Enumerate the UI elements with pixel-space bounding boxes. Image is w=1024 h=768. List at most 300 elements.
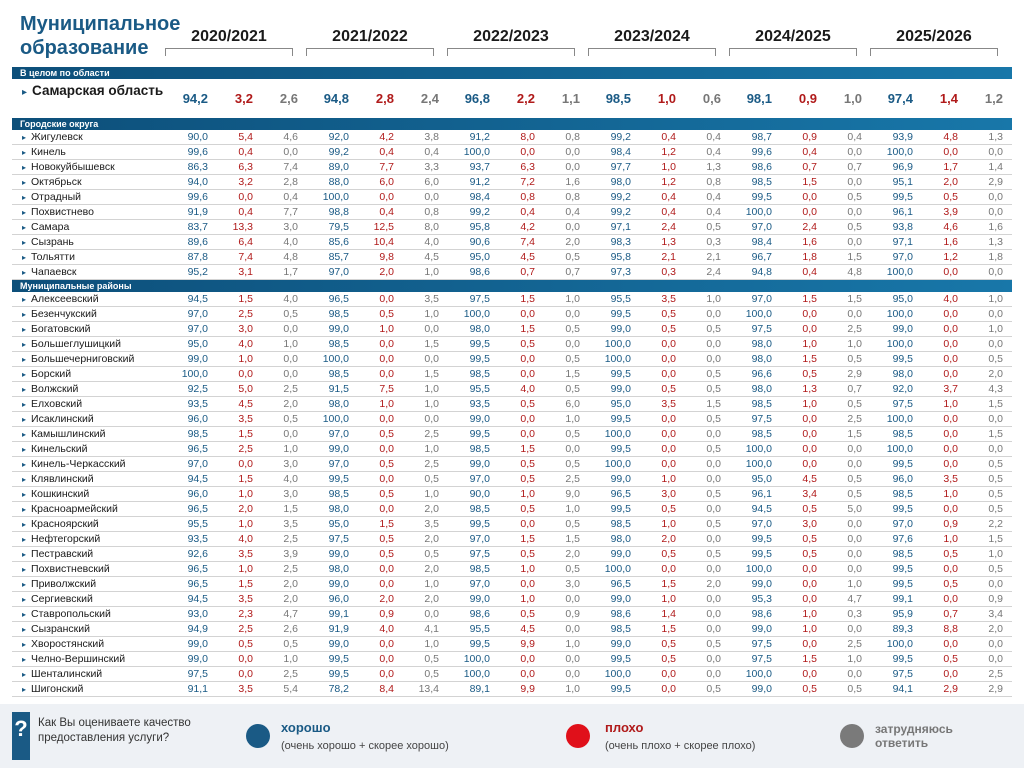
cell-hard: 0,5 <box>988 563 1003 575</box>
cell-hard: 0,5 <box>706 638 721 650</box>
cell-good: 94,5 <box>751 503 772 515</box>
cell-hard: 4,0 <box>283 293 298 305</box>
arrow-right-icon: ▸ <box>22 430 27 439</box>
cell-bad: 0,0 <box>379 443 394 455</box>
table-row <box>12 265 1012 280</box>
cell-bad: 0,0 <box>943 503 958 515</box>
cell-good: 98,5 <box>469 503 490 515</box>
cell-good: 98,6 <box>469 266 490 278</box>
cell-good: 100,0 <box>745 458 772 470</box>
cell-hard: 0,0 <box>988 191 1003 203</box>
cell-bad: 4,5 <box>802 473 817 485</box>
cell-bad: 1,5 <box>238 293 253 305</box>
cell-hard: 1,3 <box>988 131 1003 143</box>
cell-bad: 0,0 <box>238 368 253 380</box>
row-name <box>12 622 165 636</box>
cell-good: 99,2 <box>610 191 631 203</box>
cell-bad: 1,3 <box>661 236 676 248</box>
cell-hard: 0,0 <box>847 563 862 575</box>
cell-hard: 0,0 <box>706 668 721 680</box>
cell-good: 95,5 <box>469 623 490 635</box>
cell-bad: 0,0 <box>520 518 535 530</box>
cell-bad: 0,0 <box>943 368 958 380</box>
cell-good: 96,1 <box>751 488 772 500</box>
arrow-right-icon: ▸ <box>22 295 27 304</box>
cell-hard: 1,0 <box>847 578 862 590</box>
row-name-text: Приволжский <box>31 578 97 590</box>
arrow-right-icon: ▸ <box>22 475 27 484</box>
cell-good: 99,0 <box>187 653 208 665</box>
cell-good: 99,5 <box>610 683 631 695</box>
cell-bad: 7,4 <box>238 251 253 263</box>
cell-bad: 1,0 <box>943 533 958 545</box>
cell-good: 99,6 <box>187 191 208 203</box>
cell-good: 98,5 <box>328 308 349 320</box>
cell-bad: 2,9 <box>943 683 958 695</box>
cell-bad: 0,9 <box>943 518 958 530</box>
cell-bad: 3,5 <box>661 398 676 410</box>
cell-bad: 0,5 <box>520 473 535 485</box>
cell-hard: 1,0 <box>988 548 1003 560</box>
cell-bad: 9,9 <box>520 638 535 650</box>
cell-good: 100,0 <box>886 146 913 158</box>
cell-bad: 0,5 <box>802 683 817 695</box>
cell-good: 98,0 <box>328 398 349 410</box>
cell-hard: 0,9 <box>988 593 1003 605</box>
cell-hard: 0,7 <box>847 383 862 395</box>
table-row <box>12 322 1012 337</box>
cell-hard: 0,4 <box>424 146 439 158</box>
cell-hard: 0,0 <box>565 623 580 635</box>
cell-hard: 0,0 <box>847 308 862 320</box>
cell-good: 91,2 <box>469 131 490 143</box>
cell-good: 98,0 <box>892 368 913 380</box>
cell-good: 96,0 <box>892 473 913 485</box>
cell-hard: 0,0 <box>565 161 580 173</box>
cell-good: 98,5 <box>892 548 913 560</box>
cell-hard: 0,0 <box>988 443 1003 455</box>
cell-bad: 0,5 <box>379 488 394 500</box>
cell-bad: 2,0 <box>943 176 958 188</box>
cell-bad: 0,0 <box>943 443 958 455</box>
cell-bad: 0,3 <box>661 266 676 278</box>
cell-hard: 4,0 <box>424 236 439 248</box>
cell-bad: 2,4 <box>802 221 817 233</box>
cell-hard: 3,0 <box>283 488 298 500</box>
cell-bad: 3,2 <box>238 176 253 188</box>
arrow-right-icon: ▸ <box>22 445 27 454</box>
cell-hard: 3,5 <box>283 518 298 530</box>
cell-hard: 0,7 <box>565 266 580 278</box>
cell-hard: 0,5 <box>706 443 721 455</box>
row-name <box>12 472 165 486</box>
cell-good: 100,0 <box>745 206 772 218</box>
cell-hard: 0,3 <box>706 236 721 248</box>
section-header-cities: Городские округа <box>12 118 1012 130</box>
arrow-right-icon: ▸ <box>22 208 27 217</box>
cell-bad: 1,6 <box>802 236 817 248</box>
row-name-text: Кинель <box>31 146 66 158</box>
cell-hard: 0,5 <box>847 488 862 500</box>
cell-hard: 2,5 <box>283 668 298 680</box>
cell-bad: 0,5 <box>379 548 394 560</box>
cell-bad: 0,5 <box>379 533 394 545</box>
row-name-text: Исаклинский <box>31 413 94 425</box>
cell-bad: 1,5 <box>520 323 535 335</box>
cell-good: 98,5 <box>751 176 772 188</box>
table-row <box>12 622 1012 637</box>
cell-hard: 2,5 <box>424 428 439 440</box>
cell-bad: 0,5 <box>943 548 958 560</box>
cell-bad: 2,5 <box>238 623 253 635</box>
cell-good: 97,5 <box>892 398 913 410</box>
cell-bad: 0,0 <box>379 668 394 680</box>
cell-hard: 2,9 <box>988 176 1003 188</box>
cell-hard: 2,0 <box>424 503 439 515</box>
cell-hard: 1,0 <box>706 293 721 305</box>
cell-good: 95,8 <box>469 221 490 233</box>
cell-bad: 1,7 <box>943 161 958 173</box>
cell-bad: 0,0 <box>943 323 958 335</box>
cell-good: 95,5 <box>610 293 631 305</box>
cell-hard: 1,2 <box>984 91 1003 106</box>
cell-good: 98,5 <box>892 428 913 440</box>
cell-good: 93,0 <box>187 608 208 620</box>
cell-bad: 3,5 <box>238 548 253 560</box>
cell-good: 100,0 <box>604 338 631 350</box>
year-bracket <box>447 48 575 56</box>
cell-good: 94,5 <box>187 473 208 485</box>
row-name <box>12 250 165 264</box>
cell-bad: 0,0 <box>520 308 535 320</box>
cell-good: 99,5 <box>328 473 349 485</box>
cell-good: 98,3 <box>610 236 631 248</box>
cell-good: 94,8 <box>323 91 349 106</box>
cell-hard: 0,5 <box>283 638 298 650</box>
cell-hard: 1,7 <box>283 266 298 278</box>
cell-bad: 2,0 <box>379 266 394 278</box>
row-name <box>12 412 165 426</box>
cell-good: 99,5 <box>610 443 631 455</box>
cell-bad: 0,0 <box>379 638 394 650</box>
row-name <box>12 577 165 591</box>
cell-bad: 0,4 <box>520 206 535 218</box>
row-name-text: Ставропольский <box>31 608 111 620</box>
cell-hard: 3,4 <box>988 608 1003 620</box>
cell-hard: 0,0 <box>424 323 439 335</box>
table-row <box>12 517 1012 532</box>
legend-good-sub: (очень хорошо + скорее хорошо) <box>281 740 449 752</box>
cell-bad: 0,5 <box>802 503 817 515</box>
cell-bad: 6,3 <box>520 161 535 173</box>
cell-bad: 0,0 <box>943 428 958 440</box>
cell-hard: 0,0 <box>706 608 721 620</box>
row-name <box>12 382 165 396</box>
row-name <box>12 562 165 576</box>
row-name-text: Борский <box>31 368 72 380</box>
cell-good: 99,5 <box>469 353 490 365</box>
cell-bad: 0,5 <box>520 548 535 560</box>
cell-good: 99,5 <box>469 428 490 440</box>
row-name <box>12 292 165 306</box>
cell-hard: 0,4 <box>283 191 298 203</box>
cell-bad: 1,5 <box>802 176 817 188</box>
cell-hard: 0,8 <box>424 206 439 218</box>
cell-bad: 0,5 <box>661 548 676 560</box>
row-name-text: Камышлинский <box>31 428 106 440</box>
cell-hard: 0,8 <box>565 191 580 203</box>
cell-hard: 0,4 <box>847 131 862 143</box>
arrow-right-icon: ▸ <box>22 325 27 334</box>
cell-good: 99,0 <box>610 473 631 485</box>
row-name-text: Жигулевск <box>31 131 83 143</box>
cell-good: 99,0 <box>610 593 631 605</box>
arrow-right-icon: ▸ <box>22 355 27 364</box>
cell-good: 99,0 <box>328 323 349 335</box>
cell-hard: 3,9 <box>283 548 298 560</box>
cell-bad: 1,0 <box>802 608 817 620</box>
cell-good: 97,0 <box>469 533 490 545</box>
cell-hard: 0,5 <box>847 683 862 695</box>
table-row <box>12 352 1012 367</box>
cell-hard: 3,3 <box>424 161 439 173</box>
cell-bad: 1,0 <box>238 563 253 575</box>
row-name <box>12 652 165 666</box>
cell-good: 91,1 <box>187 683 208 695</box>
cell-bad: 0,5 <box>943 578 958 590</box>
cell-good: 95,3 <box>751 593 772 605</box>
row-name <box>12 517 165 531</box>
cell-hard: 1,0 <box>565 413 580 425</box>
cell-bad: 0,0 <box>661 458 676 470</box>
cell-bad: 1,5 <box>661 578 676 590</box>
row-name-text: Шенталинский <box>31 668 103 680</box>
cell-good: 97,5 <box>892 668 913 680</box>
cell-good: 99,0 <box>328 443 349 455</box>
cell-bad: 1,0 <box>520 563 535 575</box>
row-name <box>12 682 165 696</box>
arrow-right-icon: ▸ <box>22 370 27 379</box>
cell-hard: 7,7 <box>283 206 298 218</box>
table-row <box>12 547 1012 562</box>
cell-good: 98,0 <box>610 176 631 188</box>
cell-bad: 1,0 <box>661 473 676 485</box>
row-name <box>12 337 165 351</box>
cell-hard: 2,5 <box>565 473 580 485</box>
cell-hard: 0,0 <box>283 353 298 365</box>
row-name-text: Красноярский <box>31 518 99 530</box>
cell-hard: 2,0 <box>424 593 439 605</box>
cell-hard: 4,0 <box>283 473 298 485</box>
cell-good: 100,0 <box>322 413 349 425</box>
cell-bad: 1,3 <box>802 383 817 395</box>
table-row <box>12 250 1012 265</box>
cell-bad: 4,5 <box>520 623 535 635</box>
cell-hard: 0,0 <box>565 146 580 158</box>
cell-good: 99,2 <box>610 206 631 218</box>
cell-hard: 1,0 <box>283 338 298 350</box>
cell-hard: 4,8 <box>283 251 298 263</box>
cell-hard: 1,0 <box>565 293 580 305</box>
arrow-right-icon: ▸ <box>22 133 27 142</box>
cell-good: 97,5 <box>751 323 772 335</box>
cell-good: 99,0 <box>469 413 490 425</box>
legend-bad-sub: (очень плохо + скорее плохо) <box>605 740 756 752</box>
cell-hard: 2,9 <box>988 683 1003 695</box>
cell-good: 98,5 <box>610 623 631 635</box>
table-row <box>12 397 1012 412</box>
cell-hard: 2,0 <box>424 563 439 575</box>
cell-hard: 3,0 <box>283 221 298 233</box>
cell-good: 86,3 <box>187 161 208 173</box>
cell-bad: 0,0 <box>661 683 676 695</box>
cell-bad: 0,0 <box>802 638 817 650</box>
table-row <box>12 412 1012 427</box>
cell-hard: 0,4 <box>706 191 721 203</box>
year-headers <box>165 28 1015 58</box>
cell-good: 95,9 <box>892 608 913 620</box>
arrow-right-icon: ▸ <box>22 87 28 98</box>
cell-good: 99,0 <box>469 593 490 605</box>
cell-bad: 0,0 <box>379 191 394 203</box>
cell-good: 94,5 <box>187 593 208 605</box>
cell-bad: 0,5 <box>661 638 676 650</box>
cell-bad: 2,8 <box>375 91 394 106</box>
cell-bad: 1,5 <box>802 353 817 365</box>
cell-good: 95,5 <box>469 383 490 395</box>
cell-hard: 3,0 <box>283 458 298 470</box>
cell-bad: 0,0 <box>379 293 394 305</box>
cell-bad: 2,0 <box>379 593 394 605</box>
legend-bad-title: плохо <box>605 720 644 735</box>
cell-good: 99,1 <box>892 593 913 605</box>
cell-good: 97,0 <box>187 323 208 335</box>
cell-bad: 0,0 <box>802 593 817 605</box>
results-table <box>12 67 1012 697</box>
cell-hard: 5,0 <box>847 503 862 515</box>
cell-good: 95,8 <box>610 251 631 263</box>
cell-good: 99,5 <box>610 308 631 320</box>
cell-good: 94,9 <box>187 623 208 635</box>
year-header: 2025/2026 <box>896 28 972 45</box>
cell-bad: 0,0 <box>379 413 394 425</box>
cell-bad: 1,5 <box>238 473 253 485</box>
cell-bad: 1,0 <box>520 488 535 500</box>
cell-good: 91,9 <box>328 623 349 635</box>
cell-bad: 0,0 <box>661 668 676 680</box>
cell-hard: 4,5 <box>424 251 439 263</box>
table-row <box>12 442 1012 457</box>
row-name <box>12 322 165 336</box>
cell-bad: 1,0 <box>943 398 958 410</box>
cell-good: 98,0 <box>751 338 772 350</box>
cell-bad: 3,5 <box>238 683 253 695</box>
cell-good: 100,0 <box>604 428 631 440</box>
arrow-right-icon: ▸ <box>22 460 27 469</box>
cell-good: 83,7 <box>187 221 208 233</box>
row-name <box>12 160 165 174</box>
table-row <box>12 175 1012 190</box>
cell-good: 98,5 <box>751 398 772 410</box>
cell-hard: 2,0 <box>283 578 298 590</box>
cell-bad: 0,0 <box>661 338 676 350</box>
cell-bad: 13,3 <box>232 221 253 233</box>
cell-hard: 4,7 <box>847 593 862 605</box>
cell-good: 97,0 <box>187 308 208 320</box>
cell-good: 99,5 <box>892 578 913 590</box>
cell-hard: 0,0 <box>706 533 721 545</box>
cell-good: 94,1 <box>892 683 913 695</box>
cell-hard: 0,0 <box>847 236 862 248</box>
table-row <box>12 592 1012 607</box>
cell-bad: 0,5 <box>943 191 958 203</box>
legend-good-title: хорошо <box>281 720 331 735</box>
cell-bad: 1,5 <box>802 293 817 305</box>
cell-bad: 2,4 <box>661 221 676 233</box>
cell-good: 100,0 <box>463 668 490 680</box>
question-mark-icon: ? <box>12 712 30 760</box>
cell-good: 100,0 <box>604 563 631 575</box>
cell-good: 99,5 <box>892 503 913 515</box>
cell-hard: 1,8 <box>988 251 1003 263</box>
cell-good: 98,5 <box>751 428 772 440</box>
cell-hard: 1,0 <box>424 266 439 278</box>
cell-good: 97,0 <box>187 458 208 470</box>
cell-bad: 4,0 <box>238 338 253 350</box>
arrow-right-icon: ▸ <box>22 490 27 499</box>
cell-good: 100,0 <box>604 458 631 470</box>
cell-hard: 0,5 <box>988 488 1003 500</box>
cell-good: 94,8 <box>751 266 772 278</box>
row-name-text: Кинель-Черкасский <box>31 458 126 470</box>
cell-hard: 0,5 <box>847 191 862 203</box>
cell-good: 95,0 <box>892 293 913 305</box>
cell-bad: 4,0 <box>238 533 253 545</box>
cell-bad: 0,0 <box>520 578 535 590</box>
cell-good: 91,2 <box>469 176 490 188</box>
cell-good: 99,2 <box>610 131 631 143</box>
cell-hard: 0,0 <box>706 623 721 635</box>
cell-good: 100,0 <box>745 308 772 320</box>
year-bracket <box>588 48 716 56</box>
page-title: Муниципальное образование <box>20 13 181 59</box>
cell-hard: 0,5 <box>565 323 580 335</box>
cell-bad: 0,0 <box>802 578 817 590</box>
cell-hard: 1,0 <box>424 398 439 410</box>
cell-hard: 3,8 <box>424 131 439 143</box>
row-name-text: Тольятти <box>31 251 75 263</box>
cell-bad: 2,3 <box>238 608 253 620</box>
cell-bad: 1,5 <box>520 293 535 305</box>
cell-bad: 3,0 <box>238 323 253 335</box>
row-name <box>12 637 165 651</box>
cell-bad: 0,0 <box>943 458 958 470</box>
cell-hard: 9,0 <box>565 488 580 500</box>
arrow-right-icon: ▸ <box>22 415 27 424</box>
cell-hard: 4,1 <box>424 623 439 635</box>
cell-good: 99,5 <box>892 191 913 203</box>
cell-good: 99,0 <box>751 623 772 635</box>
cell-bad: 4,2 <box>379 131 394 143</box>
cell-good: 99,2 <box>469 206 490 218</box>
arrow-right-icon: ▸ <box>22 223 27 232</box>
cell-good: 100,0 <box>322 191 349 203</box>
cell-hard: 0,5 <box>424 653 439 665</box>
cell-bad: 1,5 <box>520 443 535 455</box>
arrow-right-icon: ▸ <box>22 148 27 157</box>
cell-good: 100,0 <box>463 308 490 320</box>
cell-good: 100,0 <box>181 368 208 380</box>
